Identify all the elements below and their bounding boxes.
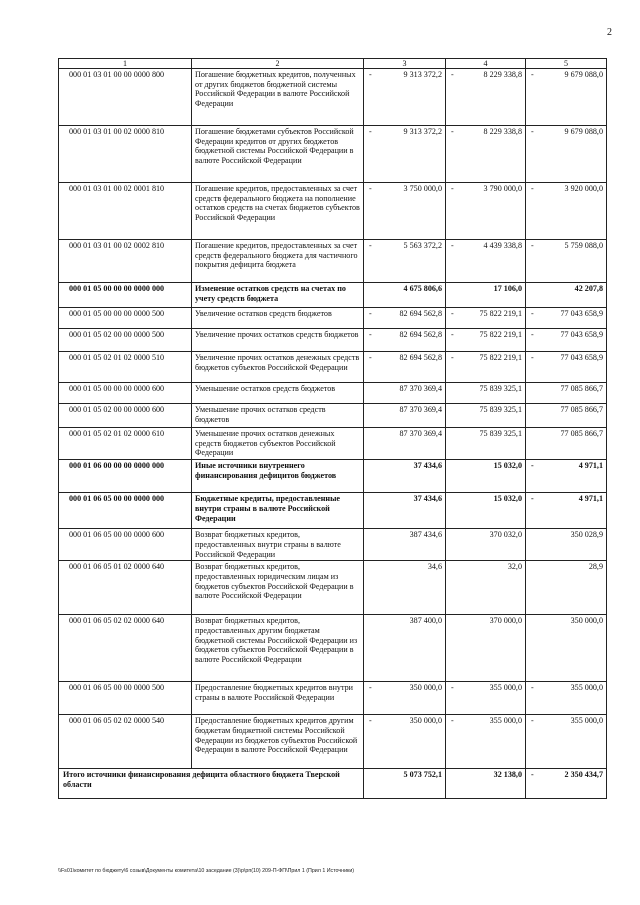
amount-cell: [446, 308, 526, 329]
minus-sign: -: [531, 241, 534, 250]
amount-cell: [446, 404, 526, 428]
table-row: [59, 329, 607, 352]
minus-sign: -: [451, 353, 454, 362]
amount-cell: [364, 183, 446, 240]
minus-sign: -: [369, 353, 372, 362]
amount-cell: [364, 383, 446, 404]
header-cell: 4: [446, 59, 526, 69]
budget-code-cell: 000 01 05 00 00 00 0000 500: [59, 308, 192, 329]
minus-sign: -: [369, 70, 372, 79]
table-row: [59, 404, 607, 428]
table-row: [59, 283, 607, 308]
minus-sign: -: [531, 127, 534, 136]
table-row: [59, 529, 607, 561]
footer-file-path: \\Fs01\комитет по бюджету\6 созыв\Документы комитета\10 заседание (3)\р\рп(10) 209-П-ФП\Прил 1 (Прил 1 Источники): [58, 868, 355, 874]
amount-cell: [526, 493, 607, 529]
amount-cell: [364, 126, 446, 183]
amount-value: 77 043 658,9: [560, 353, 603, 362]
amount-value: 370 032,0: [489, 530, 522, 540]
amount-cell: [526, 529, 607, 561]
budget-code-cell: 000 01 06 05 02 02 0000 540: [59, 715, 192, 769]
budget-code-cell: 000 01 06 05 00 00 0000 600: [59, 529, 192, 561]
table-row: [59, 383, 607, 404]
table-row: [59, 428, 607, 460]
minus-sign: -: [531, 770, 534, 780]
description-cell: Возврат бюджетных кредитов, предоставленных другим бюджетам бюджетной системы Российской Федерации из бюджетов субъектов Российской Федерации в валюте Российской Федерации: [192, 615, 364, 682]
amount-value: 28,9: [588, 562, 603, 572]
amount-value: 75 839 325,1: [479, 429, 522, 438]
description-cell: Погашение кредитов, предоставленных за счет средств федерального бюджета на пополнение остатков средств на счетах бюджетов субъектов Российской Федерации: [192, 183, 364, 240]
amount-value: 82 694 562,8: [399, 330, 442, 339]
amount-cell: [446, 460, 526, 493]
amount-value: 17 106,0: [493, 284, 522, 293]
amount-value: 77 085 866,7: [560, 405, 603, 414]
amount-cell: [446, 769, 526, 799]
description-cell: Погашение бюджетных кредитов, полученных от других бюджетов бюджетной системы Российской Федерации в валюте Российской Федерации: [192, 69, 364, 126]
amount-value: 9 313 372,2: [403, 127, 442, 136]
amount-value: 387 434,6: [409, 530, 442, 540]
minus-sign: -: [369, 683, 372, 693]
description-cell: Предоставление бюджетных кредитов другим бюджетам бюджетной системы Российской Федерации из бюджетов субъектов Российской Федерации в валюте Российской Федерации: [192, 715, 364, 769]
table-row: [59, 561, 607, 615]
amount-value: 34,6: [427, 562, 442, 572]
amount-cell: [526, 352, 607, 383]
amount-cell: [526, 183, 607, 240]
amount-cell: [364, 283, 446, 308]
amount-cell: [446, 126, 526, 183]
amount-value: 37 434,6: [413, 494, 442, 504]
amount-cell: [364, 308, 446, 329]
amount-value: 8 229 338,8: [483, 70, 522, 79]
amount-cell: [446, 283, 526, 308]
amount-cell: [446, 183, 526, 240]
amount-value: 355 000,0: [570, 716, 603, 726]
table-row: [59, 69, 607, 126]
minus-sign: -: [451, 683, 454, 693]
amount-cell: [364, 529, 446, 561]
amount-cell: [526, 404, 607, 428]
amount-value: 9 679 088,0: [564, 127, 603, 136]
minus-sign: -: [451, 127, 454, 136]
amount-value: 37 434,6: [413, 461, 442, 471]
minus-sign: -: [451, 716, 454, 726]
amount-value: 87 370 369,4: [399, 405, 442, 414]
amount-cell: [526, 561, 607, 615]
amount-value: 82 694 562,8: [399, 309, 442, 318]
amount-cell: [526, 283, 607, 308]
total-label: Итого источники финансирования дефицита областного бюджета Тверской области: [59, 769, 364, 799]
minus-sign: -: [531, 494, 534, 504]
description-cell: Уменьшение прочих остатков средств бюджетов: [192, 404, 364, 428]
description-cell: Возврат бюджетных кредитов, предоставленных внутри страны в валюте Российской Федерации: [192, 529, 364, 561]
budget-code-cell: 000 01 06 05 00 00 0000 000: [59, 493, 192, 529]
minus-sign: -: [451, 70, 454, 79]
table-row: [59, 308, 607, 329]
amount-cell: [364, 428, 446, 460]
minus-sign: -: [531, 309, 534, 318]
amount-cell: [364, 460, 446, 493]
amount-value: 75 822 219,1: [479, 353, 522, 362]
table-row: [59, 460, 607, 493]
budget-code-cell: 000 01 03 01 00 02 0000 810: [59, 126, 192, 183]
amount-cell: [364, 493, 446, 529]
amount-cell: [364, 329, 446, 352]
minus-sign: -: [531, 70, 534, 79]
budget-code-cell: 000 01 06 05 02 02 0000 640: [59, 615, 192, 682]
description-cell: Возврат бюджетных кредитов, предоставленных юридическим лицам из бюджетов субъектов Российской Федерации в валюте Российской Федерации: [192, 561, 364, 615]
amount-value: 15 032,0: [493, 494, 522, 504]
minus-sign: -: [531, 716, 534, 726]
amount-cell: [364, 69, 446, 126]
budget-code-cell: 000 01 03 01 00 02 0002 810: [59, 240, 192, 283]
minus-sign: -: [451, 309, 454, 318]
amount-value: 77 085 866,7: [560, 384, 603, 393]
budget-code-cell: 000 01 05 02 01 02 0000 510: [59, 352, 192, 383]
amount-value: 32 138,0: [493, 770, 522, 780]
amount-value: 32,0: [507, 562, 522, 572]
minus-sign: -: [369, 241, 372, 250]
amount-value: 4 971,1: [578, 461, 603, 471]
amount-cell: [446, 715, 526, 769]
amount-cell: [526, 126, 607, 183]
amount-value: 82 694 562,8: [399, 353, 442, 362]
amount-cell: [446, 69, 526, 126]
amount-value: 350 028,9: [570, 530, 603, 540]
minus-sign: -: [531, 683, 534, 693]
description-cell: Уменьшение остатков средств бюджетов: [192, 383, 364, 404]
minus-sign: -: [369, 716, 372, 726]
budget-code-cell: 000 01 03 01 00 02 0001 810: [59, 183, 192, 240]
amount-cell: [526, 240, 607, 283]
minus-sign: -: [451, 184, 454, 193]
amount-cell: [526, 308, 607, 329]
header-cell: 3: [364, 59, 446, 69]
amount-value: 355 000,0: [489, 716, 522, 726]
amount-value: 75 822 219,1: [479, 309, 522, 318]
amount-cell: [446, 682, 526, 715]
minus-sign: -: [369, 127, 372, 136]
minus-sign: -: [531, 461, 534, 471]
amount-value: 387 400,0: [409, 616, 442, 626]
amount-cell: [526, 383, 607, 404]
total-row: [59, 769, 607, 799]
amount-cell: [526, 428, 607, 460]
budget-code-cell: 000 01 06 00 00 00 0000 000: [59, 460, 192, 493]
amount-cell: [364, 352, 446, 383]
budget-code-cell: 000 01 05 00 00 00 0000 600: [59, 383, 192, 404]
amount-value: 350 000,0: [409, 716, 442, 726]
amount-value: 87 370 369,4: [399, 384, 442, 393]
amount-cell: [446, 352, 526, 383]
table-row: [59, 715, 607, 769]
amount-value: 5 563 372,2: [403, 241, 442, 250]
budget-code-cell: 000 01 05 02 00 00 0000 500: [59, 329, 192, 352]
page-number: 2: [607, 27, 612, 38]
amount-value: 5 073 752,1: [403, 770, 442, 780]
amount-value: 4 439 338,8: [483, 241, 522, 250]
amount-cell: [526, 682, 607, 715]
budget-code-cell: 000 01 06 05 00 00 0000 500: [59, 682, 192, 715]
budget-code-cell: 000 01 05 00 00 00 0000 000: [59, 283, 192, 308]
minus-sign: -: [531, 330, 534, 339]
amount-value: 350 000,0: [570, 616, 603, 626]
amount-cell: [446, 493, 526, 529]
amount-cell: [526, 329, 607, 352]
table-row: [59, 493, 607, 529]
header-cell: 2: [192, 59, 364, 69]
description-cell: Увеличение прочих остатков денежных средств бюджетов субъектов Российской Федерации: [192, 352, 364, 383]
amount-value: 75 839 325,1: [479, 384, 522, 393]
amount-value: 42 207,8: [574, 284, 603, 293]
amount-cell: [364, 682, 446, 715]
amount-value: 9 313 372,2: [403, 70, 442, 79]
minus-sign: -: [369, 330, 372, 339]
table-row: [59, 352, 607, 383]
amount-cell: [446, 240, 526, 283]
amount-value: 77 043 658,9: [560, 309, 603, 318]
amount-cell: [364, 240, 446, 283]
amount-value: 87 370 369,4: [399, 429, 442, 438]
amount-value: 3 790 000,0: [483, 184, 522, 193]
amount-value: 75 839 325,1: [479, 405, 522, 414]
amount-value: 4 675 806,6: [403, 284, 442, 293]
description-cell: Изменение остатков средств на счетах по учету средств бюджета: [192, 283, 364, 308]
amount-value: 370 000,0: [489, 616, 522, 626]
amount-value: 2 350 434,7: [564, 770, 603, 780]
amount-cell: [526, 769, 607, 799]
amount-cell: [446, 529, 526, 561]
amount-cell: [446, 383, 526, 404]
budget-code-cell: 000 01 05 02 01 02 0000 610: [59, 428, 192, 460]
amount-cell: [526, 615, 607, 682]
amount-value: 15 032,0: [493, 461, 522, 471]
amount-value: 355 000,0: [489, 683, 522, 693]
description-cell: Предоставление бюджетных кредитов внутри страны в валюте Российской Федерации: [192, 682, 364, 715]
amount-cell: [446, 561, 526, 615]
amount-value: 3 750 000,0: [403, 184, 442, 193]
description-cell: Погашение бюджетами субъектов Российской Федерации кредитов от других бюджетов бюджетной системы Российской Федерации в валюте Российской Федерации: [192, 126, 364, 183]
description-cell: Увеличение прочих остатков средств бюджетов: [192, 329, 364, 352]
amount-value: 355 000,0: [570, 683, 603, 693]
description-cell: Погашение кредитов, предоставленных за счет средств федерального бюджета для частичного покрытия дефицита бюджета: [192, 240, 364, 283]
minus-sign: -: [531, 184, 534, 193]
minus-sign: -: [369, 309, 372, 318]
amount-value: 8 229 338,8: [483, 127, 522, 136]
table-row: [59, 240, 607, 283]
minus-sign: -: [531, 353, 534, 362]
table-row: [59, 183, 607, 240]
budget-code-cell: 000 01 05 02 00 00 0000 600: [59, 404, 192, 428]
amount-value: 75 822 219,1: [479, 330, 522, 339]
amount-cell: [364, 769, 446, 799]
description-cell: Уменьшение прочих остатков денежных средств бюджетов субъектов Российской Федерации: [192, 428, 364, 460]
amount-cell: [446, 329, 526, 352]
amount-cell: [526, 460, 607, 493]
amount-value: 77 085 866,7: [560, 429, 603, 438]
amount-value: 5 759 088,0: [564, 241, 603, 250]
amount-cell: [526, 715, 607, 769]
description-cell: Увеличение остатков средств бюджетов: [192, 308, 364, 329]
table-row: [59, 126, 607, 183]
amount-cell: [364, 404, 446, 428]
budget-code-cell: 000 01 03 01 00 00 0000 800: [59, 69, 192, 126]
description-cell: Бюджетные кредиты, предоставленные внутри страны в валюте Российской Федерации: [192, 493, 364, 529]
amount-value: 350 000,0: [409, 683, 442, 693]
amount-cell: [526, 69, 607, 126]
description-cell: Иные источники внутреннего финансирования дефицитов бюджетов: [192, 460, 364, 493]
amount-value: 9 679 088,0: [564, 70, 603, 79]
amount-cell: [364, 615, 446, 682]
table-header-row: [59, 59, 607, 69]
minus-sign: -: [369, 184, 372, 193]
header-cell: 1: [59, 59, 192, 69]
amount-cell: [364, 715, 446, 769]
amount-value: 77 043 658,9: [560, 330, 603, 339]
minus-sign: -: [451, 241, 454, 250]
header-cell: 5: [526, 59, 607, 69]
table-row: [59, 682, 607, 715]
amount-cell: [446, 615, 526, 682]
amount-cell: [446, 428, 526, 460]
minus-sign: -: [451, 330, 454, 339]
table-row: [59, 615, 607, 682]
sources-table: [58, 58, 607, 799]
budget-code-cell: 000 01 06 05 01 02 0000 640: [59, 561, 192, 615]
amount-value: 4 971,1: [578, 494, 603, 504]
amount-cell: [364, 561, 446, 615]
amount-value: 3 920 000,0: [564, 184, 603, 193]
